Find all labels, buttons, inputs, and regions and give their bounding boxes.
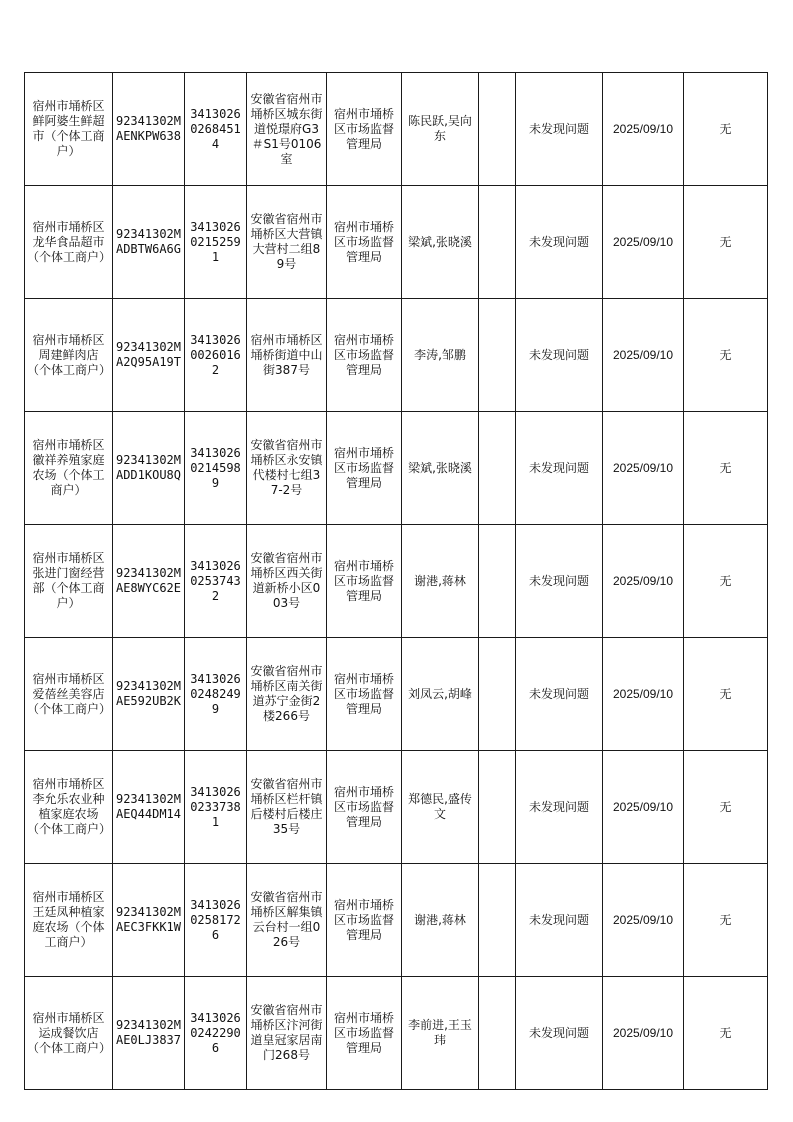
address-cell: 安徽省宿州市埇桥区栏杆镇后楼村后楼庄35号: [247, 751, 327, 864]
address-cell: 安徽省宿州市埇桥区西关街道新桥小区003号: [247, 525, 327, 638]
address-cell: 安徽省宿州市埇桥区南关街道苏宁金街2楼266号: [247, 638, 327, 751]
authority-cell: 宿州市埇桥区市场监督管理局: [327, 299, 402, 412]
remark-cell: 无: [684, 412, 768, 525]
registration-number-cell: 341302602337381: [185, 751, 247, 864]
date-cell: 2025/09/10: [603, 412, 684, 525]
empty-cell: [479, 299, 516, 412]
entity-name-cell: 宿州市埇桥区运成餐饮店（个体工商户）: [25, 977, 113, 1090]
authority-cell: 宿州市埇桥区市场监督管理局: [327, 864, 402, 977]
table-row: [25, 525, 768, 638]
authority-cell: 宿州市埇桥区市场监督管理局: [327, 977, 402, 1090]
registration-number-cell: 341302602152591: [185, 186, 247, 299]
credit-code-cell: 92341302MAEC3FKK1W: [113, 864, 185, 977]
result-cell: 未发现问题: [516, 977, 603, 1090]
credit-code-cell: 92341302MAE8WYC62E: [113, 525, 185, 638]
authority-cell: 宿州市埇桥区市场监督管理局: [327, 186, 402, 299]
inspection-records-table: [24, 72, 768, 1090]
inspectors-cell: 梁斌,张晓溪: [402, 412, 479, 525]
empty-cell: [479, 977, 516, 1090]
date-cell: 2025/09/10: [603, 73, 684, 186]
authority-cell: 宿州市埇桥区市场监督管理局: [327, 638, 402, 751]
date-cell: 2025/09/10: [603, 864, 684, 977]
remark-cell: 无: [684, 525, 768, 638]
table-row: [25, 977, 768, 1090]
result-cell: 未发现问题: [516, 186, 603, 299]
credit-code-cell: 92341302MAEQ44DM14: [113, 751, 185, 864]
credit-code-cell: 92341302MAENKPW638: [113, 73, 185, 186]
entity-name-cell: 宿州市埇桥区爱蓓丝美容店（个体工商户）: [25, 638, 113, 751]
date-cell: 2025/09/10: [603, 525, 684, 638]
inspectors-cell: 李前进,王玉玮: [402, 977, 479, 1090]
authority-cell: 宿州市埇桥区市场监督管理局: [327, 73, 402, 186]
empty-cell: [479, 638, 516, 751]
authority-cell: 宿州市埇桥区市场监督管理局: [327, 525, 402, 638]
address-cell: 安徽省宿州市埇桥区永安镇代楼村七组37-2号: [247, 412, 327, 525]
address-cell: 安徽省宿州市埇桥区解集镇云台村一组026号: [247, 864, 327, 977]
result-cell: 未发现问题: [516, 751, 603, 864]
table-row: [25, 751, 768, 864]
remark-cell: 无: [684, 638, 768, 751]
table-row: [25, 73, 768, 186]
inspectors-cell: 谢港,蒋林: [402, 864, 479, 977]
result-cell: 未发现问题: [516, 864, 603, 977]
entity-name-cell: 宿州市埇桥区周建鲜肉店（个体工商户）: [25, 299, 113, 412]
table-row: [25, 186, 768, 299]
remark-cell: 无: [684, 977, 768, 1090]
inspectors-cell: 梁斌,张晓溪: [402, 186, 479, 299]
remark-cell: 无: [684, 73, 768, 186]
result-cell: 未发现问题: [516, 525, 603, 638]
date-cell: 2025/09/10: [603, 977, 684, 1090]
inspectors-cell: 谢港,蒋林: [402, 525, 479, 638]
inspectors-cell: 郑德民,盛传文: [402, 751, 479, 864]
credit-code-cell: 92341302MAE0LJ3837: [113, 977, 185, 1090]
authority-cell: 宿州市埇桥区市场监督管理局: [327, 412, 402, 525]
credit-code-cell: 92341302MAE592UB2K: [113, 638, 185, 751]
entity-name-cell: 宿州市埇桥区鲜阿婆生鲜超市（个体工商户）: [25, 73, 113, 186]
entity-name-cell: 宿州市埇桥区李允乐农业种植家庭农场（个体工商户）: [25, 751, 113, 864]
empty-cell: [479, 186, 516, 299]
empty-cell: [479, 864, 516, 977]
inspectors-cell: 陈民跃,吴向东: [402, 73, 479, 186]
address-cell: 宿州市埇桥区埇桥街道中山街387号: [247, 299, 327, 412]
table-row: [25, 638, 768, 751]
inspectors-cell: 李涛,邹鹏: [402, 299, 479, 412]
registration-number-cell: 341302602581726: [185, 864, 247, 977]
registration-number-cell: 341302602482499: [185, 638, 247, 751]
table-body: [25, 73, 768, 1090]
date-cell: 2025/09/10: [603, 299, 684, 412]
authority-cell: 宿州市埇桥区市场监督管理局: [327, 751, 402, 864]
credit-code-cell: 92341302MADD1KOU8Q: [113, 412, 185, 525]
address-cell: 安徽省宿州市埇桥区大营镇大营村二组89号: [247, 186, 327, 299]
registration-number-cell: 341302602537432: [185, 525, 247, 638]
credit-code-cell: 92341302MADBTW6A6G: [113, 186, 185, 299]
result-cell: 未发现问题: [516, 299, 603, 412]
table-row: [25, 412, 768, 525]
empty-cell: [479, 73, 516, 186]
remark-cell: 无: [684, 751, 768, 864]
result-cell: 未发现问题: [516, 638, 603, 751]
remark-cell: 无: [684, 864, 768, 977]
entity-name-cell: 宿州市埇桥区龙华食品超市（个体工商户）: [25, 186, 113, 299]
inspectors-cell: 刘凤云,胡峰: [402, 638, 479, 751]
address-cell: 安徽省宿州市埇桥区汴河街道皇冠家居南门268号: [247, 977, 327, 1090]
registration-number-cell: 341302602684514: [185, 73, 247, 186]
entity-name-cell: 宿州市埇桥区张进门窗经营部（个体工商户）: [25, 525, 113, 638]
date-cell: 2025/09/10: [603, 751, 684, 864]
empty-cell: [479, 751, 516, 864]
date-cell: 2025/09/10: [603, 638, 684, 751]
table-row: [25, 864, 768, 977]
registration-number-cell: 341302602422906: [185, 977, 247, 1090]
credit-code-cell: 92341302MA2Q95A19T: [113, 299, 185, 412]
registration-number-cell: 341302600260162: [185, 299, 247, 412]
result-cell: 未发现问题: [516, 73, 603, 186]
date-cell: 2025/09/10: [603, 186, 684, 299]
entity-name-cell: 宿州市埇桥区徽祥养殖家庭农场（个体工商户）: [25, 412, 113, 525]
table-row: [25, 299, 768, 412]
remark-cell: 无: [684, 299, 768, 412]
address-cell: 安徽省宿州市埇桥区城东街道悦璟府G3＃S1号0106室: [247, 73, 327, 186]
empty-cell: [479, 412, 516, 525]
result-cell: 未发现问题: [516, 412, 603, 525]
remark-cell: 无: [684, 186, 768, 299]
empty-cell: [479, 525, 516, 638]
registration-number-cell: 341302602145989: [185, 412, 247, 525]
entity-name-cell: 宿州市埇桥区王廷凤种植家庭农场（个体工商户）: [25, 864, 113, 977]
